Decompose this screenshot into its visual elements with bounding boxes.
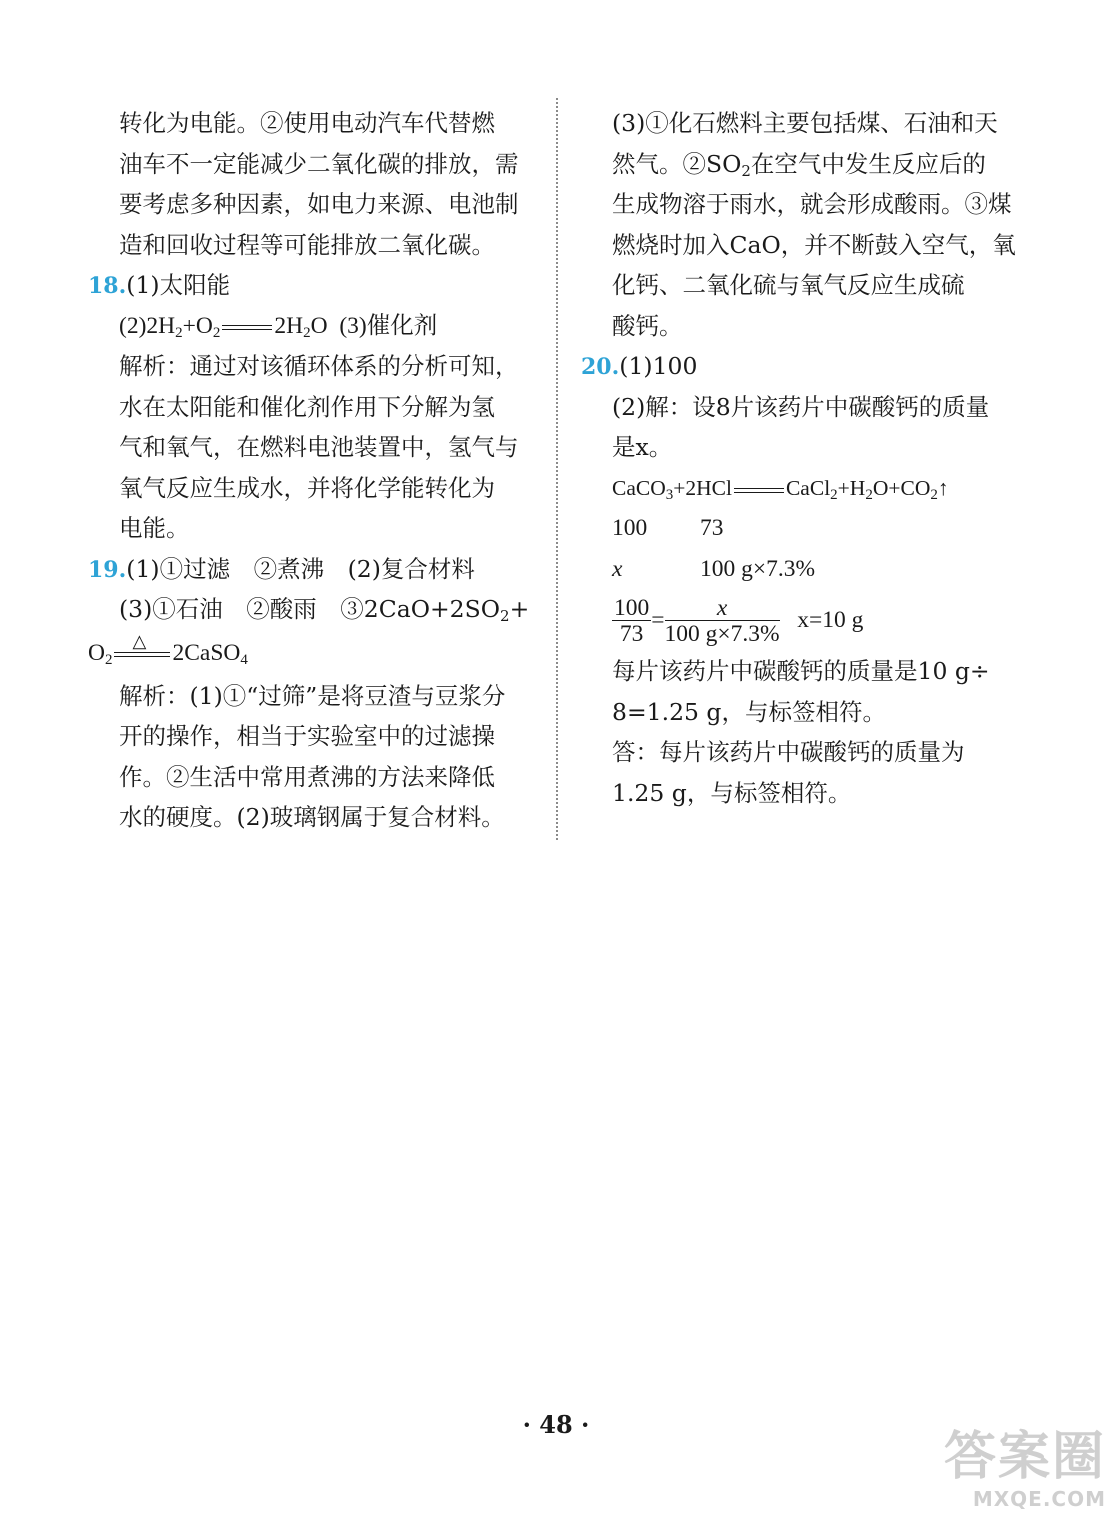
fraction bbox=[665, 596, 780, 647]
text-line: 水在太阳能和催化剂作用下分解为氢 bbox=[119, 392, 495, 421]
value: 100 bbox=[612, 515, 648, 541]
text-part: 然气。②SO bbox=[612, 149, 742, 178]
answer-text: (1)①过滤 ②煮沸 (2)复合材料 bbox=[126, 554, 475, 583]
answer-text: + bbox=[509, 595, 530, 623]
question-19-answer-1 bbox=[88, 549, 533, 590]
text-line: 作。②生活中常用煮沸的方法来降低 bbox=[119, 762, 495, 791]
text-line: 酸钙。 bbox=[612, 311, 683, 340]
text-line: 是x。 bbox=[612, 433, 673, 461]
subscript: 2 bbox=[500, 607, 510, 625]
subscript: 2 bbox=[830, 486, 838, 503]
eq-part: 2H bbox=[274, 312, 304, 339]
value: 73 bbox=[700, 515, 724, 541]
text-line: 电能。 bbox=[119, 514, 190, 542]
denominator: 73 bbox=[619, 621, 644, 648]
equals-double-bar bbox=[220, 317, 274, 337]
text-line: (2)解：设8片该药片中碳酸钙的质量 bbox=[612, 392, 990, 421]
text-line: 答：每片该药片中碳酸钙的质量为 bbox=[612, 738, 965, 766]
question-number: 18. bbox=[88, 273, 127, 299]
left-column bbox=[88, 103, 533, 838]
eq-part: O bbox=[88, 639, 105, 666]
text-line: 要考虑多种因素，如电力来源、电池制 bbox=[119, 190, 519, 218]
text-line: 转化为电能。②使用电动汽车代替燃 bbox=[119, 109, 495, 137]
numerator: 100 bbox=[614, 595, 650, 622]
numerator: x bbox=[665, 596, 780, 621]
question-number: 20. bbox=[581, 354, 620, 380]
text-line: 燃烧时加入CaO，并不断鼓入空气，氧 bbox=[612, 230, 1016, 259]
eq-part: 2CaSO bbox=[172, 639, 241, 666]
subscript: 2 bbox=[175, 324, 183, 341]
text-line: 解析：通过对该循环体系的分析可知， bbox=[119, 352, 519, 380]
eq-part: O bbox=[310, 312, 328, 339]
text-line: 化钙、二氧化硫与氧气反应生成硫 bbox=[612, 271, 965, 299]
gas-arrow-icon: ↑ bbox=[937, 475, 949, 500]
proportion-line bbox=[581, 589, 1026, 651]
equals-double-bar bbox=[732, 480, 786, 500]
watermark-url: MXQE.COM bbox=[972, 1487, 1106, 1511]
text-line: 解析：(1)①“过筛”是将豆渣与豆浆分 bbox=[119, 681, 506, 710]
text-line bbox=[581, 144, 1026, 185]
question-18-equation bbox=[88, 306, 533, 347]
denominator: 100 g×7.3% bbox=[664, 621, 780, 648]
answer-text: (3)①石油 ②酸雨 ③2CaO+2SO bbox=[119, 595, 501, 623]
result-value: x=10 g bbox=[797, 607, 864, 633]
eq-part: (2)2H bbox=[119, 312, 176, 339]
answer-text: (1)太阳能 bbox=[126, 271, 231, 299]
text-line: 8=1.25 g，与标签相符。 bbox=[612, 697, 886, 726]
value: x bbox=[612, 555, 623, 582]
subscript: 2 bbox=[930, 486, 938, 503]
question-19-equation-continued bbox=[88, 630, 533, 676]
heat-triangle-icon: △ bbox=[132, 630, 147, 651]
heating-condition-bar bbox=[112, 632, 172, 666]
question-20-equation bbox=[581, 468, 1026, 509]
mass-values-line bbox=[581, 549, 1026, 590]
subscript: 2 bbox=[104, 651, 113, 668]
eq-part: +O bbox=[182, 312, 213, 339]
eq-part: +2HCl bbox=[673, 475, 732, 500]
question-20-answer-1 bbox=[581, 346, 1026, 387]
text-line: 气和氧气，在燃料电池装置中，氢气与 bbox=[119, 433, 519, 461]
text-line: 氧气反应生成水，并将化学能转化为 bbox=[119, 473, 495, 502]
text-line: 开的操作，相当于实验室中的过滤操 bbox=[119, 722, 495, 750]
page-number: · 48 · bbox=[522, 1410, 590, 1439]
text-line: (3)①化石燃料主要包括煤、石油和天 bbox=[612, 109, 998, 137]
question-19-answer-3 bbox=[88, 589, 533, 630]
subscript: 2 bbox=[303, 324, 311, 341]
right-column bbox=[581, 103, 1026, 813]
eq-part: CaCO bbox=[612, 475, 666, 500]
watermark-text: 答案圈 bbox=[943, 1427, 1106, 1487]
watermark-logo bbox=[906, 1428, 1106, 1528]
subscript: 3 bbox=[665, 486, 674, 503]
text-line: 1.25 g，与标签相符。 bbox=[612, 778, 852, 807]
eq-part: +H bbox=[837, 475, 866, 500]
question-number: 19. bbox=[88, 556, 127, 583]
text-line: 油车不一定能减少二氧化碳的排放，需 bbox=[119, 149, 519, 178]
subscript: 2 bbox=[212, 324, 221, 341]
eq-part: O+CO bbox=[872, 475, 931, 500]
text-line: 生成物溶于雨水，就会形成酸雨。③煤 bbox=[612, 190, 1012, 218]
answer-text: (1)100 bbox=[619, 352, 698, 380]
fraction bbox=[612, 596, 651, 647]
subscript: 2 bbox=[865, 486, 873, 503]
subscript: 4 bbox=[240, 651, 248, 668]
text-line: 造和回收过程等可能排放二氧化碳。 bbox=[119, 230, 495, 259]
mass-ratio-line bbox=[581, 508, 1026, 549]
subscript: 2 bbox=[741, 161, 751, 180]
answer-text: (3)催化剂 bbox=[339, 312, 438, 339]
text-line: 每片该药片中碳酸钙的质量是10 g÷ bbox=[612, 657, 990, 685]
equals-sign: = bbox=[651, 607, 665, 633]
text-line: 水的硬度。(2)玻璃钢属于复合材料。 bbox=[119, 803, 505, 831]
column-divider bbox=[556, 98, 558, 840]
text-part: 在空气中发生反应后的 bbox=[750, 149, 986, 178]
value: 100 g×7.3% bbox=[700, 555, 816, 582]
question-18-answer-1 bbox=[88, 265, 533, 306]
eq-part: CaCl bbox=[785, 475, 831, 500]
